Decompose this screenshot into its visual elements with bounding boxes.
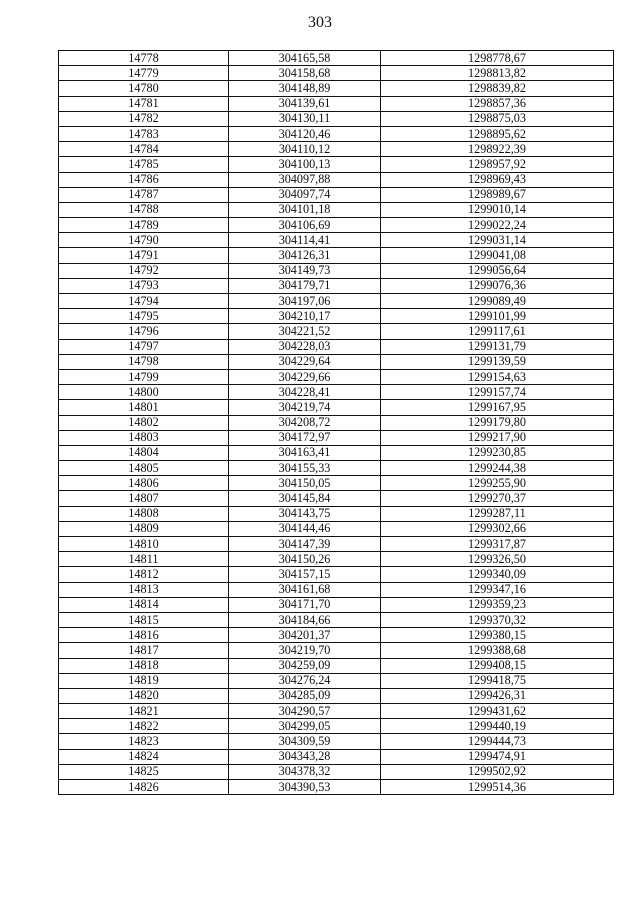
x-coordinate-cell: 304229,64 bbox=[229, 354, 381, 369]
x-coordinate-cell: 304290,57 bbox=[229, 704, 381, 719]
x-coordinate-cell: 304106,69 bbox=[229, 218, 381, 233]
point-number-cell: 14790 bbox=[59, 233, 229, 248]
table-row bbox=[59, 582, 614, 597]
y-coordinate-cell: 1298875,03 bbox=[381, 111, 614, 126]
point-number-cell: 14783 bbox=[59, 126, 229, 141]
table-row bbox=[59, 704, 614, 719]
table-row bbox=[59, 628, 614, 643]
point-number-cell: 14819 bbox=[59, 673, 229, 688]
x-coordinate-cell: 304228,03 bbox=[229, 339, 381, 354]
x-coordinate-cell: 304201,37 bbox=[229, 628, 381, 643]
y-coordinate-cell: 1298922,39 bbox=[381, 142, 614, 157]
y-coordinate-cell: 1299157,74 bbox=[381, 385, 614, 400]
point-number-cell: 14800 bbox=[59, 385, 229, 400]
page-number: 303 bbox=[308, 14, 332, 31]
point-number-cell: 14801 bbox=[59, 400, 229, 415]
y-coordinate-cell: 1299167,95 bbox=[381, 400, 614, 415]
x-coordinate-cell: 304148,89 bbox=[229, 81, 381, 96]
table-row bbox=[59, 537, 614, 552]
point-number-cell: 14795 bbox=[59, 309, 229, 324]
table-row bbox=[59, 719, 614, 734]
x-coordinate-cell: 304309,59 bbox=[229, 734, 381, 749]
x-coordinate-cell: 304259,09 bbox=[229, 658, 381, 673]
table-row bbox=[59, 445, 614, 460]
table-row bbox=[59, 597, 614, 612]
y-coordinate-cell: 1299418,75 bbox=[381, 673, 614, 688]
y-coordinate-cell: 1299317,87 bbox=[381, 537, 614, 552]
table-row bbox=[59, 461, 614, 476]
point-number-cell: 14794 bbox=[59, 294, 229, 309]
table-row bbox=[59, 96, 614, 111]
y-coordinate-cell: 1298857,36 bbox=[381, 96, 614, 111]
x-coordinate-cell: 304229,66 bbox=[229, 369, 381, 384]
table-row bbox=[59, 400, 614, 415]
table-row bbox=[59, 278, 614, 293]
y-coordinate-cell: 1299347,16 bbox=[381, 582, 614, 597]
x-coordinate-cell: 304197,06 bbox=[229, 294, 381, 309]
x-coordinate-cell: 304163,41 bbox=[229, 445, 381, 460]
point-number-cell: 14799 bbox=[59, 369, 229, 384]
table-row bbox=[59, 81, 614, 96]
point-number-cell: 14817 bbox=[59, 643, 229, 658]
x-coordinate-cell: 304228,41 bbox=[229, 385, 381, 400]
y-coordinate-cell: 1298957,92 bbox=[381, 157, 614, 172]
table-row bbox=[59, 673, 614, 688]
table-row bbox=[59, 187, 614, 202]
point-number-cell: 14802 bbox=[59, 415, 229, 430]
point-number-cell: 14822 bbox=[59, 719, 229, 734]
point-number-cell: 14782 bbox=[59, 111, 229, 126]
x-coordinate-cell: 304150,05 bbox=[229, 476, 381, 491]
table-row bbox=[59, 749, 614, 764]
x-coordinate-cell: 304219,74 bbox=[229, 400, 381, 415]
table-row bbox=[59, 263, 614, 278]
point-number-cell: 14821 bbox=[59, 704, 229, 719]
table-row bbox=[59, 202, 614, 217]
x-coordinate-cell: 304144,46 bbox=[229, 521, 381, 536]
x-coordinate-cell: 304157,15 bbox=[229, 567, 381, 582]
table-row bbox=[59, 506, 614, 521]
point-number-cell: 14787 bbox=[59, 187, 229, 202]
y-coordinate-cell: 1299326,50 bbox=[381, 552, 614, 567]
table-row bbox=[59, 126, 614, 141]
y-coordinate-cell: 1299408,15 bbox=[381, 658, 614, 673]
point-number-cell: 14796 bbox=[59, 324, 229, 339]
table-row bbox=[59, 780, 614, 795]
y-coordinate-cell: 1299426,31 bbox=[381, 688, 614, 703]
x-coordinate-cell: 304143,75 bbox=[229, 506, 381, 521]
point-number-cell: 14812 bbox=[59, 567, 229, 582]
point-number-cell: 14825 bbox=[59, 764, 229, 779]
table-row bbox=[59, 734, 614, 749]
point-number-cell: 14797 bbox=[59, 339, 229, 354]
table-row bbox=[59, 658, 614, 673]
x-coordinate-cell: 304100,13 bbox=[229, 157, 381, 172]
point-number-cell: 14791 bbox=[59, 248, 229, 263]
point-number-cell: 14814 bbox=[59, 597, 229, 612]
y-coordinate-cell: 1299302,66 bbox=[381, 521, 614, 536]
table-row bbox=[59, 385, 614, 400]
point-number-cell: 14805 bbox=[59, 461, 229, 476]
x-coordinate-cell: 304299,05 bbox=[229, 719, 381, 734]
point-number-cell: 14826 bbox=[59, 780, 229, 795]
y-coordinate-cell: 1299474,91 bbox=[381, 749, 614, 764]
point-number-cell: 14816 bbox=[59, 628, 229, 643]
y-coordinate-cell: 1299022,24 bbox=[381, 218, 614, 233]
point-number-cell: 14778 bbox=[59, 51, 229, 66]
point-number-cell: 14789 bbox=[59, 218, 229, 233]
y-coordinate-cell: 1299131,79 bbox=[381, 339, 614, 354]
y-coordinate-cell: 1298989,67 bbox=[381, 187, 614, 202]
table-row bbox=[59, 218, 614, 233]
x-coordinate-cell: 304390,53 bbox=[229, 780, 381, 795]
point-number-cell: 14808 bbox=[59, 506, 229, 521]
x-coordinate-cell: 304158,68 bbox=[229, 66, 381, 81]
table-row bbox=[59, 294, 614, 309]
x-coordinate-cell: 304378,32 bbox=[229, 764, 381, 779]
table-row bbox=[59, 66, 614, 81]
table-row bbox=[59, 643, 614, 658]
table-row bbox=[59, 415, 614, 430]
table-row bbox=[59, 612, 614, 627]
table-row bbox=[59, 309, 614, 324]
point-number-cell: 14792 bbox=[59, 263, 229, 278]
x-coordinate-cell: 304147,39 bbox=[229, 537, 381, 552]
table-row bbox=[59, 324, 614, 339]
point-number-cell: 14779 bbox=[59, 66, 229, 81]
table-row bbox=[59, 552, 614, 567]
y-coordinate-cell: 1299217,90 bbox=[381, 430, 614, 445]
y-coordinate-cell: 1299230,85 bbox=[381, 445, 614, 460]
x-coordinate-cell: 304114,41 bbox=[229, 233, 381, 248]
coordinates-table-body bbox=[59, 51, 614, 795]
point-number-cell: 14823 bbox=[59, 734, 229, 749]
point-number-cell: 14786 bbox=[59, 172, 229, 187]
y-coordinate-cell: 1299179,80 bbox=[381, 415, 614, 430]
x-coordinate-cell: 304161,68 bbox=[229, 582, 381, 597]
point-number-cell: 14798 bbox=[59, 354, 229, 369]
table-row bbox=[59, 248, 614, 263]
y-coordinate-cell: 1298778,67 bbox=[381, 51, 614, 66]
x-coordinate-cell: 304208,72 bbox=[229, 415, 381, 430]
y-coordinate-cell: 1298895,62 bbox=[381, 126, 614, 141]
table-row bbox=[59, 491, 614, 506]
y-coordinate-cell: 1299031,14 bbox=[381, 233, 614, 248]
y-coordinate-cell: 1299255,90 bbox=[381, 476, 614, 491]
y-coordinate-cell: 1299359,23 bbox=[381, 597, 614, 612]
x-coordinate-cell: 304149,73 bbox=[229, 263, 381, 278]
y-coordinate-cell: 1299431,62 bbox=[381, 704, 614, 719]
y-coordinate-cell: 1299089,49 bbox=[381, 294, 614, 309]
point-number-cell: 14810 bbox=[59, 537, 229, 552]
table-row bbox=[59, 430, 614, 445]
x-coordinate-cell: 304126,31 bbox=[229, 248, 381, 263]
x-coordinate-cell: 304120,46 bbox=[229, 126, 381, 141]
x-coordinate-cell: 304150,26 bbox=[229, 552, 381, 567]
point-number-cell: 14788 bbox=[59, 202, 229, 217]
point-number-cell: 14811 bbox=[59, 552, 229, 567]
point-number-cell: 14824 bbox=[59, 749, 229, 764]
y-coordinate-cell: 1299287,11 bbox=[381, 506, 614, 521]
table-row bbox=[59, 354, 614, 369]
x-coordinate-cell: 304165,58 bbox=[229, 51, 381, 66]
table-row bbox=[59, 51, 614, 66]
x-coordinate-cell: 304097,88 bbox=[229, 172, 381, 187]
x-coordinate-cell: 304219,70 bbox=[229, 643, 381, 658]
point-number-cell: 14806 bbox=[59, 476, 229, 491]
x-coordinate-cell: 304101,18 bbox=[229, 202, 381, 217]
table-row bbox=[59, 157, 614, 172]
y-coordinate-cell: 1299010,14 bbox=[381, 202, 614, 217]
point-number-cell: 14813 bbox=[59, 582, 229, 597]
point-number-cell: 14780 bbox=[59, 81, 229, 96]
point-number-cell: 14809 bbox=[59, 521, 229, 536]
y-coordinate-cell: 1299502,92 bbox=[381, 764, 614, 779]
y-coordinate-cell: 1299444,73 bbox=[381, 734, 614, 749]
x-coordinate-cell: 304221,52 bbox=[229, 324, 381, 339]
point-number-cell: 14820 bbox=[59, 688, 229, 703]
point-number-cell: 14807 bbox=[59, 491, 229, 506]
table-row bbox=[59, 521, 614, 536]
point-number-cell: 14793 bbox=[59, 278, 229, 293]
point-number-cell: 14803 bbox=[59, 430, 229, 445]
x-coordinate-cell: 304097,74 bbox=[229, 187, 381, 202]
table-row bbox=[59, 764, 614, 779]
y-coordinate-cell: 1299380,15 bbox=[381, 628, 614, 643]
table-row bbox=[59, 476, 614, 491]
y-coordinate-cell: 1299244,38 bbox=[381, 461, 614, 476]
y-coordinate-cell: 1299388,68 bbox=[381, 643, 614, 658]
y-coordinate-cell: 1299270,37 bbox=[381, 491, 614, 506]
point-number-cell: 14784 bbox=[59, 142, 229, 157]
y-coordinate-cell: 1299117,61 bbox=[381, 324, 614, 339]
x-coordinate-cell: 304285,09 bbox=[229, 688, 381, 703]
x-coordinate-cell: 304130,11 bbox=[229, 111, 381, 126]
table-row bbox=[59, 142, 614, 157]
point-number-cell: 14815 bbox=[59, 612, 229, 627]
x-coordinate-cell: 304184,66 bbox=[229, 612, 381, 627]
x-coordinate-cell: 304139,61 bbox=[229, 96, 381, 111]
y-coordinate-cell: 1299056,64 bbox=[381, 263, 614, 278]
table-row bbox=[59, 369, 614, 384]
y-coordinate-cell: 1299440,19 bbox=[381, 719, 614, 734]
x-coordinate-cell: 304145,84 bbox=[229, 491, 381, 506]
table-row bbox=[59, 339, 614, 354]
x-coordinate-cell: 304179,71 bbox=[229, 278, 381, 293]
y-coordinate-cell: 1299041,08 bbox=[381, 248, 614, 263]
y-coordinate-cell: 1298839,82 bbox=[381, 81, 614, 96]
x-coordinate-cell: 304343,28 bbox=[229, 749, 381, 764]
table-row bbox=[59, 111, 614, 126]
y-coordinate-cell: 1298813,82 bbox=[381, 66, 614, 81]
y-coordinate-cell: 1299340,09 bbox=[381, 567, 614, 582]
point-number-cell: 14804 bbox=[59, 445, 229, 460]
point-number-cell: 14781 bbox=[59, 96, 229, 111]
x-coordinate-cell: 304276,24 bbox=[229, 673, 381, 688]
coordinates-table bbox=[58, 50, 614, 795]
y-coordinate-cell: 1299514,36 bbox=[381, 780, 614, 795]
y-coordinate-cell: 1299370,32 bbox=[381, 612, 614, 627]
x-coordinate-cell: 304210,17 bbox=[229, 309, 381, 324]
y-coordinate-cell: 1299154,63 bbox=[381, 369, 614, 384]
y-coordinate-cell: 1299101,99 bbox=[381, 309, 614, 324]
point-number-cell: 14818 bbox=[59, 658, 229, 673]
y-coordinate-cell: 1299076,36 bbox=[381, 278, 614, 293]
y-coordinate-cell: 1299139,59 bbox=[381, 354, 614, 369]
table-row bbox=[59, 688, 614, 703]
x-coordinate-cell: 304172,97 bbox=[229, 430, 381, 445]
x-coordinate-cell: 304155,33 bbox=[229, 461, 381, 476]
y-coordinate-cell: 1298969,43 bbox=[381, 172, 614, 187]
point-number-cell: 14785 bbox=[59, 157, 229, 172]
x-coordinate-cell: 304171,70 bbox=[229, 597, 381, 612]
table-row bbox=[59, 567, 614, 582]
table-row bbox=[59, 172, 614, 187]
x-coordinate-cell: 304110,12 bbox=[229, 142, 381, 157]
table-row bbox=[59, 233, 614, 248]
